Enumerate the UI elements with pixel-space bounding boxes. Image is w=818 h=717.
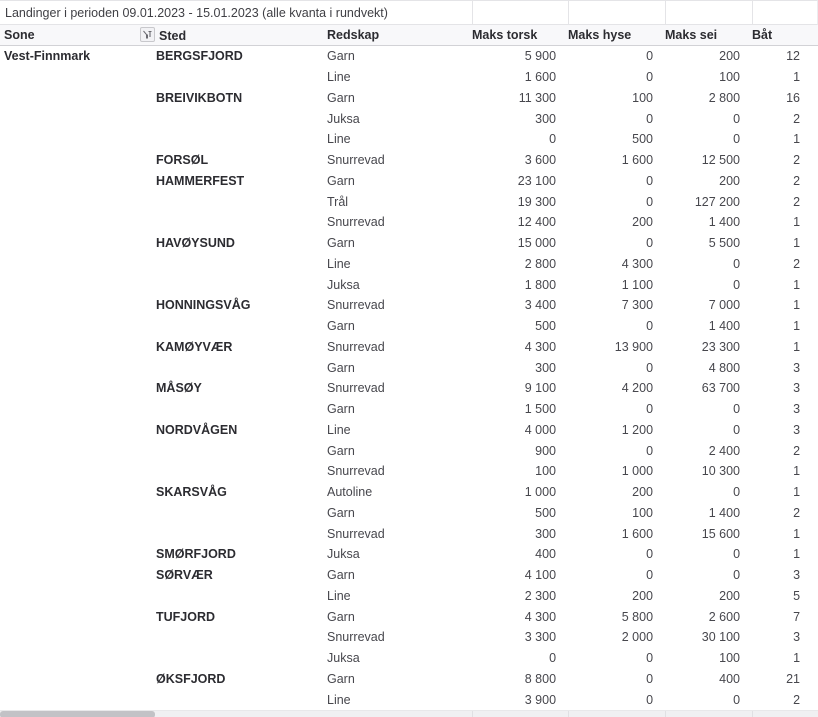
scrollbar-grid-line: [752, 711, 753, 717]
title-empty-cell: [665, 0, 752, 25]
table-row: [0, 378, 818, 399]
cell-redskap: Garn: [327, 443, 355, 458]
cell-sted: SKARSVÅG: [156, 485, 227, 500]
table-row: [0, 212, 818, 233]
cell-sone: [0, 150, 140, 171]
cell-sone: [0, 88, 140, 109]
cell-maks-hyse: 1 600: [621, 526, 654, 541]
cell-sone: [0, 233, 140, 254]
cell-redskap: Snurrevad: [327, 381, 385, 396]
cell-bat: 1: [793, 132, 801, 147]
table-row: [0, 461, 818, 482]
cell-bat: 1: [793, 298, 801, 313]
cell-redskap: Trål: [327, 194, 349, 209]
column-header-maks-hyse[interactable]: [568, 25, 665, 46]
cell-sted: HAMMERFEST: [156, 173, 245, 188]
table-row: [0, 523, 818, 544]
cell-bat: 1: [793, 339, 801, 354]
cell-maks-sei: 2 800: [708, 90, 741, 105]
cell-maks-hyse: 1 100: [621, 277, 654, 292]
cell-redskap: Juksa: [327, 547, 360, 562]
cell-maks-torsk: 4 300: [524, 339, 557, 354]
cell-sted: [140, 274, 325, 295]
cell-sted: [140, 191, 325, 212]
cell-maks-torsk: 400: [535, 547, 557, 562]
cell-sted: [140, 316, 325, 337]
cell-sone: [0, 399, 140, 420]
cell-maks-hyse: 2 000: [621, 630, 654, 645]
cell-maks-sei: 127 200: [694, 194, 741, 209]
cell-maks-torsk: 3 400: [524, 298, 557, 313]
table-row: [0, 689, 818, 710]
cell-redskap: Line: [327, 70, 351, 85]
table-row: [0, 357, 818, 378]
cell-maks-sei: 30 100: [701, 630, 741, 645]
cell-maks-sei: 100: [719, 70, 741, 85]
cell-redskap: Snurrevad: [327, 526, 385, 541]
cell-sted: [140, 627, 325, 648]
table-row: [0, 46, 818, 67]
cell-maks-torsk: 9 100: [524, 381, 557, 396]
column-header-maks-sei[interactable]: [665, 25, 752, 46]
cell-redskap: Garn: [327, 319, 355, 334]
cell-sted: [140, 689, 325, 710]
cell-bat: 1: [793, 277, 801, 292]
report-title: Landinger i perioden 09.01.2023 - 15.01.2023 (alle kvanta i rundvekt): [0, 0, 472, 25]
column-header-maks-sei-label: Maks sei: [665, 28, 718, 42]
table-row: [0, 544, 818, 565]
cell-bat: 12: [786, 49, 801, 64]
cell-redskap: Garn: [327, 236, 355, 251]
cell-sone: [0, 295, 140, 316]
cell-redskap: Snurrevad: [327, 153, 385, 168]
cell-maks-torsk: 100: [535, 464, 557, 479]
cell-sone: [0, 420, 140, 441]
cell-maks-sei: 4 800: [708, 360, 741, 375]
cell-bat: 3: [793, 630, 801, 645]
cell-maks-hyse: 4 200: [621, 381, 654, 396]
cell-sone: [0, 171, 140, 192]
column-header-sted-label: Sted: [159, 29, 187, 43]
filter-icon[interactable]: [140, 27, 155, 42]
cell-bat: 1: [793, 526, 801, 541]
cell-maks-hyse: 0: [646, 49, 654, 64]
cell-redskap: Garn: [327, 671, 355, 686]
cell-redskap: Snurrevad: [327, 298, 385, 313]
cell-bat: 1: [793, 547, 801, 562]
cell-sted: [140, 461, 325, 482]
cell-maks-hyse: 100: [632, 90, 654, 105]
cell-sone: [0, 482, 140, 503]
cell-sted: [140, 357, 325, 378]
title-row: [0, 0, 818, 25]
cell-bat: 2: [793, 111, 801, 126]
cell-redskap: Line: [327, 256, 351, 271]
cell-sone: [0, 669, 140, 690]
cell-redskap: Line: [327, 588, 351, 603]
cell-maks-hyse: 1 600: [621, 153, 654, 168]
table-row: [0, 586, 818, 607]
cell-maks-hyse: 200: [632, 588, 654, 603]
cell-sted: [140, 523, 325, 544]
cell-bat: 2: [793, 443, 801, 458]
cell-sone: [0, 357, 140, 378]
cell-maks-hyse: 7 300: [621, 298, 654, 313]
cell-sted: KAMØYVÆR: [156, 339, 233, 354]
cell-maks-hyse: 500: [632, 132, 654, 147]
cell-bat: 21: [786, 671, 801, 686]
table-row: [0, 420, 818, 441]
cell-maks-sei: 0: [733, 547, 741, 562]
cell-maks-hyse: 1 200: [621, 422, 654, 437]
cell-sted: [140, 503, 325, 524]
cell-sone: [0, 378, 140, 399]
cell-maks-sei: 0: [733, 422, 741, 437]
cell-redskap: Garn: [327, 90, 355, 105]
table-row: [0, 88, 818, 109]
cell-maks-hyse: 200: [632, 485, 654, 500]
cell-sone: [0, 586, 140, 607]
scrollbar-grid-line: [472, 711, 473, 717]
cell-sone: [0, 191, 140, 212]
table-row: [0, 440, 818, 461]
table-row: [0, 648, 818, 669]
cell-sone: [0, 523, 140, 544]
cell-sone: [0, 565, 140, 586]
cell-bat: 3: [793, 568, 801, 583]
cell-sone: [0, 544, 140, 565]
cell-maks-torsk: 4 100: [524, 568, 557, 583]
cell-redskap: Line: [327, 132, 351, 147]
column-header-maks-hyse-label: Maks hyse: [568, 28, 632, 42]
column-header-bat[interactable]: [752, 25, 818, 46]
cell-maks-hyse: 0: [646, 194, 654, 209]
cell-maks-hyse: 0: [646, 111, 654, 126]
cell-maks-torsk: 1 500: [524, 402, 557, 417]
cell-sted: [140, 108, 325, 129]
cell-sone: [0, 212, 140, 233]
cell-maks-torsk: 5 900: [524, 49, 557, 64]
cell-bat: 1: [793, 236, 801, 251]
cell-redskap: Garn: [327, 505, 355, 520]
cell-maks-torsk: 4 300: [524, 609, 557, 624]
table-row: [0, 150, 818, 171]
cell-maks-hyse: 1 000: [621, 464, 654, 479]
cell-maks-hyse: 0: [646, 173, 654, 188]
cell-maks-hyse: 0: [646, 360, 654, 375]
cell-redskap: Garn: [327, 360, 355, 375]
cell-maks-torsk: 4 000: [524, 422, 557, 437]
cell-maks-sei: 200: [719, 588, 741, 603]
cell-maks-hyse: 0: [646, 547, 654, 562]
cell-maks-sei: 0: [733, 111, 741, 126]
table-row: [0, 337, 818, 358]
cell-maks-sei: 0: [733, 277, 741, 292]
scrollbar-thumb[interactable]: [0, 711, 155, 717]
cell-maks-sei: 2 400: [708, 443, 741, 458]
table-row: [0, 191, 818, 212]
table-row: [0, 565, 818, 586]
cell-bat: 3: [793, 402, 801, 417]
cell-maks-sei: 200: [719, 49, 741, 64]
cell-maks-hyse: 0: [646, 236, 654, 251]
cell-maks-torsk: 300: [535, 526, 557, 541]
column-header-sone-label: Sone: [4, 28, 35, 42]
cell-redskap: Snurrevad: [327, 339, 385, 354]
cell-sone: [0, 648, 140, 669]
cell-maks-sei: 1 400: [708, 505, 741, 520]
cell-maks-sei: 0: [733, 692, 741, 707]
cell-bat: 2: [793, 194, 801, 209]
cell-bat: 1: [793, 485, 801, 500]
cell-maks-hyse: 0: [646, 319, 654, 334]
cell-redskap: Juksa: [327, 111, 360, 126]
cell-maks-torsk: 500: [535, 319, 557, 334]
table-row: [0, 108, 818, 129]
cell-maks-sei: 63 700: [701, 381, 741, 396]
cell-redskap: Garn: [327, 49, 355, 64]
cell-redskap: Snurrevad: [327, 630, 385, 645]
column-header-redskap-label: Redskap: [327, 28, 380, 42]
cell-bat: 3: [793, 360, 801, 375]
cell-maks-torsk: 3 900: [524, 692, 557, 707]
cell-maks-hyse: 0: [646, 70, 654, 85]
cell-maks-torsk: 2 300: [524, 588, 557, 603]
cell-redskap: Garn: [327, 568, 355, 583]
cell-maks-sei: 1 400: [708, 319, 741, 334]
title-empty-cell: [472, 0, 568, 25]
cell-bat: 5: [793, 588, 801, 603]
cell-maks-sei: 2 600: [708, 609, 741, 624]
cell-bat: 1: [793, 70, 801, 85]
cell-sone: Vest-Finnmark: [4, 49, 91, 64]
cell-maks-sei: 15 600: [701, 526, 741, 541]
table-row: [0, 67, 818, 88]
column-header-maks-torsk-label: Maks torsk: [472, 28, 538, 42]
cell-maks-sei: 10 300: [701, 464, 741, 479]
column-header-sted[interactable]: [140, 25, 325, 46]
cell-maks-sei: 100: [719, 651, 741, 666]
cell-sted: [140, 212, 325, 233]
cell-bat: 2: [793, 153, 801, 168]
cell-bat: 1: [793, 319, 801, 334]
cell-sone: [0, 503, 140, 524]
cell-sted: TUFJORD: [156, 609, 216, 624]
cell-redskap: Snurrevad: [327, 215, 385, 230]
cell-maks-sei: 12 500: [701, 153, 741, 168]
cell-sted: [140, 254, 325, 275]
cell-maks-torsk: 19 300: [517, 194, 557, 209]
cell-maks-hyse: 100: [632, 505, 654, 520]
cell-maks-sei: 0: [733, 485, 741, 500]
cell-sted: HAVØYSUND: [156, 236, 235, 251]
cell-redskap: Line: [327, 422, 351, 437]
table-row: [0, 233, 818, 254]
cell-bat: 2: [793, 173, 801, 188]
cell-sted: [140, 67, 325, 88]
cell-bat: 3: [793, 422, 801, 437]
scrollbar-grid-line: [568, 711, 569, 717]
table-row: [0, 295, 818, 316]
table-row: [0, 171, 818, 192]
cell-bat: 1: [793, 464, 801, 479]
cell-redskap: Garn: [327, 402, 355, 417]
cell-maks-hyse: 5 800: [621, 609, 654, 624]
cell-maks-torsk: 1 600: [524, 70, 557, 85]
cell-sted: [140, 586, 325, 607]
cell-bat: 2: [793, 256, 801, 271]
cell-maks-hyse: 0: [646, 568, 654, 583]
cell-sted: BERGSFJORD: [156, 49, 243, 64]
cell-redskap: Juksa: [327, 277, 360, 292]
cell-maks-torsk: 1 000: [524, 485, 557, 500]
cell-sted: [140, 440, 325, 461]
cell-sted: SMØRFJORD: [156, 547, 236, 562]
table-row: [0, 399, 818, 420]
cell-maks-hyse: 4 300: [621, 256, 654, 271]
cell-sted: FORSØL: [156, 153, 209, 168]
cell-maks-sei: 1 400: [708, 215, 741, 230]
cell-sone: [0, 606, 140, 627]
cell-maks-sei: 200: [719, 173, 741, 188]
column-header-sone[interactable]: [0, 25, 140, 46]
cell-redskap: Garn: [327, 609, 355, 624]
cell-maks-torsk: 900: [535, 443, 557, 458]
cell-sted: BREIVIKBOTN: [156, 90, 243, 105]
cell-maks-torsk: 0: [549, 132, 557, 147]
cell-sone: [0, 254, 140, 275]
cell-sted: NORDVÅGEN: [156, 422, 238, 437]
cell-maks-torsk: 12 400: [517, 215, 557, 230]
column-header-bat-label: Båt: [752, 28, 773, 42]
table-row: [0, 254, 818, 275]
table-row: [0, 606, 818, 627]
cell-maks-torsk: 3 600: [524, 153, 557, 168]
cell-maks-torsk: 300: [535, 360, 557, 375]
cell-maks-torsk: 500: [535, 505, 557, 520]
cell-sted: SØRVÆR: [156, 568, 213, 583]
cell-sted: [140, 648, 325, 669]
cell-maks-sei: 0: [733, 568, 741, 583]
table-row: [0, 274, 818, 295]
cell-maks-sei: 400: [719, 671, 741, 686]
cell-bat: 2: [793, 692, 801, 707]
table-row: [0, 669, 818, 690]
cell-sone: [0, 67, 140, 88]
cell-sted: HONNINGSVÅG: [156, 298, 251, 313]
cell-sone: [0, 689, 140, 710]
cell-sone: [0, 274, 140, 295]
cell-maks-sei: 7 000: [708, 298, 741, 313]
column-header-maks-torsk[interactable]: [472, 25, 568, 46]
cell-maks-sei: 23 300: [701, 339, 741, 354]
header-row: [0, 25, 818, 46]
cell-bat: 16: [786, 90, 801, 105]
cell-sted: [140, 399, 325, 420]
table-row: [0, 316, 818, 337]
cell-redskap: Snurrevad: [327, 464, 385, 479]
title-empty-cell: [568, 0, 665, 25]
column-header-redskap[interactable]: [325, 25, 472, 46]
cell-sted: ØKSFJORD: [156, 671, 226, 686]
cell-maks-torsk: 1 800: [524, 277, 557, 292]
cell-maks-torsk: 15 000: [517, 236, 557, 251]
cell-bat: 7: [793, 609, 801, 624]
cell-redskap: Garn: [327, 173, 355, 188]
cell-sone: [0, 316, 140, 337]
cell-sone: [0, 440, 140, 461]
cell-maks-sei: 5 500: [708, 236, 741, 251]
cell-bat: 1: [793, 651, 801, 666]
cell-maks-hyse: 0: [646, 651, 654, 666]
cell-redskap: Juksa: [327, 651, 360, 666]
cell-maks-hyse: 0: [646, 402, 654, 417]
cell-sted: MÅSØY: [156, 381, 202, 396]
scrollbar-grid-line: [665, 711, 666, 717]
cell-sone: [0, 129, 140, 150]
cell-maks-hyse: 0: [646, 692, 654, 707]
table-row: [0, 503, 818, 524]
cell-maks-sei: 0: [733, 402, 741, 417]
horizontal-scrollbar[interactable]: [0, 710, 818, 717]
cell-maks-hyse: 13 900: [614, 339, 654, 354]
cell-bat: 1: [793, 215, 801, 230]
cell-sted: [140, 129, 325, 150]
cell-sone: [0, 461, 140, 482]
table-row: [0, 129, 818, 150]
cell-maks-torsk: 8 800: [524, 671, 557, 686]
cell-maks-torsk: 0: [549, 651, 557, 666]
cell-maks-sei: 0: [733, 256, 741, 271]
cell-maks-torsk: 11 300: [518, 90, 557, 105]
table-row: [0, 482, 818, 503]
cell-maks-torsk: 2 800: [524, 256, 557, 271]
cell-maks-hyse: 200: [632, 215, 654, 230]
cell-sone: [0, 108, 140, 129]
cell-maks-torsk: 3 300: [524, 630, 557, 645]
cell-bat: 3: [793, 381, 801, 396]
cell-sone: [0, 337, 140, 358]
cell-redskap: Autoline: [327, 485, 373, 500]
cell-redskap: Line: [327, 692, 351, 707]
cell-maks-sei: 0: [733, 132, 741, 147]
table-row: [0, 627, 818, 648]
cell-bat: 2: [793, 505, 801, 520]
cell-sone: [0, 627, 140, 648]
title-empty-cell: [752, 0, 818, 25]
cell-maks-hyse: 0: [646, 443, 654, 458]
cell-maks-hyse: 0: [646, 671, 654, 686]
cell-maks-torsk: 23 100: [517, 173, 557, 188]
cell-maks-torsk: 300: [535, 111, 557, 126]
